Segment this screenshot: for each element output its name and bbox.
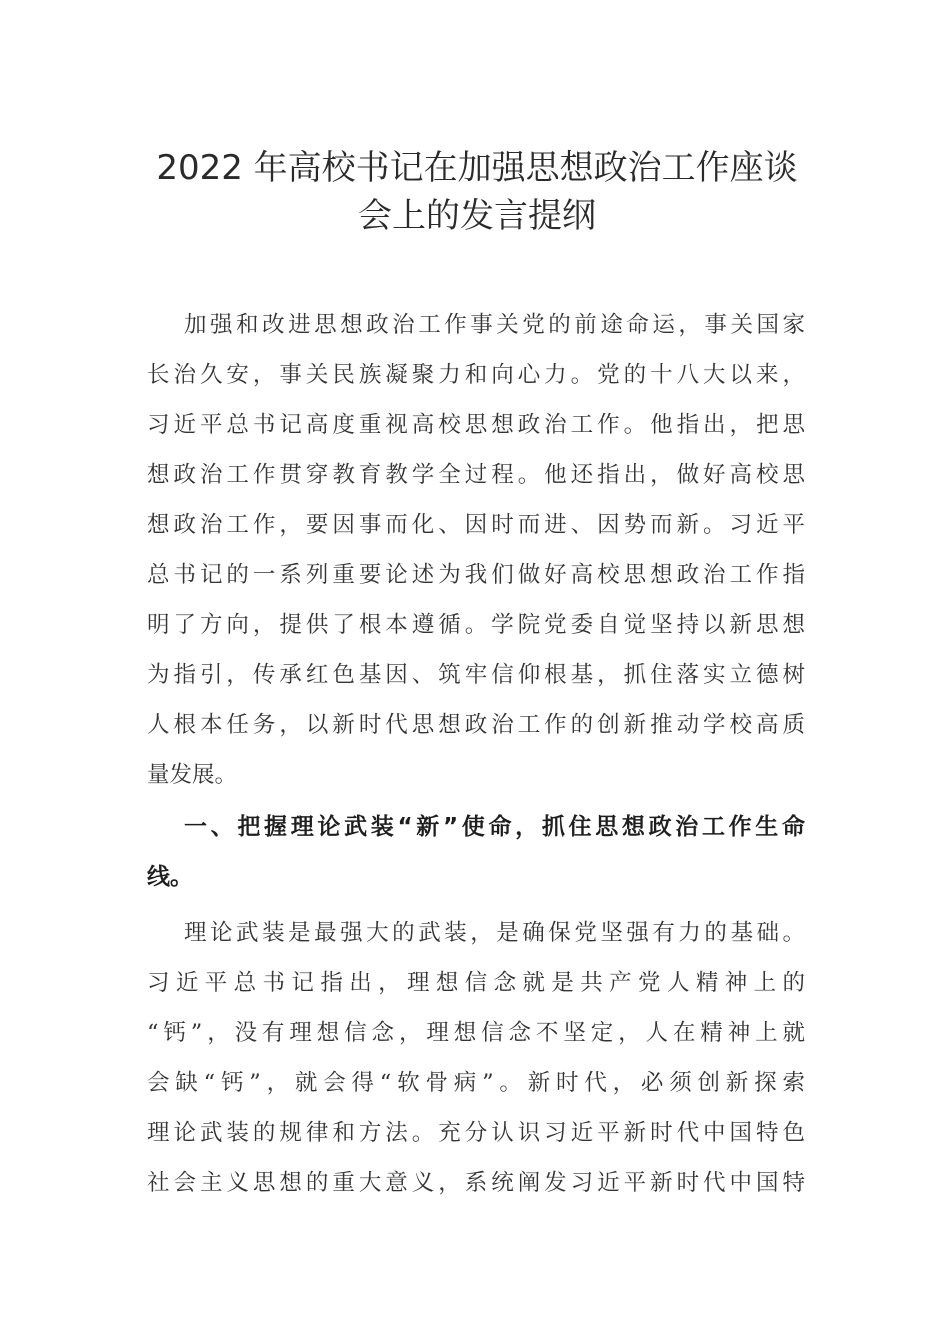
body-line: 理论武装的规律和方法。充分认识习近平新时代中国特色: [147, 1120, 805, 1146]
document-title-line-2: 会上的发言提纲: [358, 196, 596, 236]
intro-line: 想政治工作，要因事而化、因时而进、因势而新。习近平: [147, 512, 805, 538]
intro-line: 人根本任务，以新时代思想政治工作的创新推动学校高质: [147, 712, 805, 738]
body-line: “钙”，没有理想信念，理想信念不坚定，人在精神上就: [147, 1020, 805, 1046]
intro-line: 想政治工作贯穿教育教学全过程。他还指出，做好高校思: [147, 462, 805, 488]
document-title-line-1: 2022 年高校书记在加强思想政治工作座谈: [156, 148, 798, 188]
body-line: 理论武装是最强大的武装，是确保党坚强有力的基础。: [184, 920, 805, 946]
intro-line: 加强和改进思想政治工作事关党的前途命运，事关国家: [184, 312, 805, 338]
section-heading-line: 一、把握理论武装“新”使命，抓住思想政治工作生命: [184, 814, 805, 840]
intro-line: 明了方向，提供了根本遵循。学院党委自觉坚持以新思想: [147, 612, 805, 638]
intro-line: 为指引，传承红色基因、筑牢信仰根基，抓住落实立德树: [147, 662, 805, 688]
body-line: 习近平总书记指出，理想信念就是共产党人精神上的: [147, 970, 805, 996]
body-line: 会缺“钙”，就会得“软骨病”。新时代，必须创新探索: [147, 1070, 805, 1096]
intro-line: 量发展。: [147, 762, 238, 788]
intro-line: 习近平总书记高度重视高校思想政治工作。他指出，把思: [147, 412, 805, 438]
intro-line: 总书记的一系列重要论述为我们做好高校思想政治工作指: [147, 562, 805, 588]
intro-line: 长治久安，事关民族凝聚力和向心力。党的十八大以来，: [147, 362, 805, 388]
section-heading-line: 线。: [147, 864, 193, 890]
body-line: 社会主义思想的重大意义，系统阐发习近平新时代中国特: [147, 1170, 805, 1196]
